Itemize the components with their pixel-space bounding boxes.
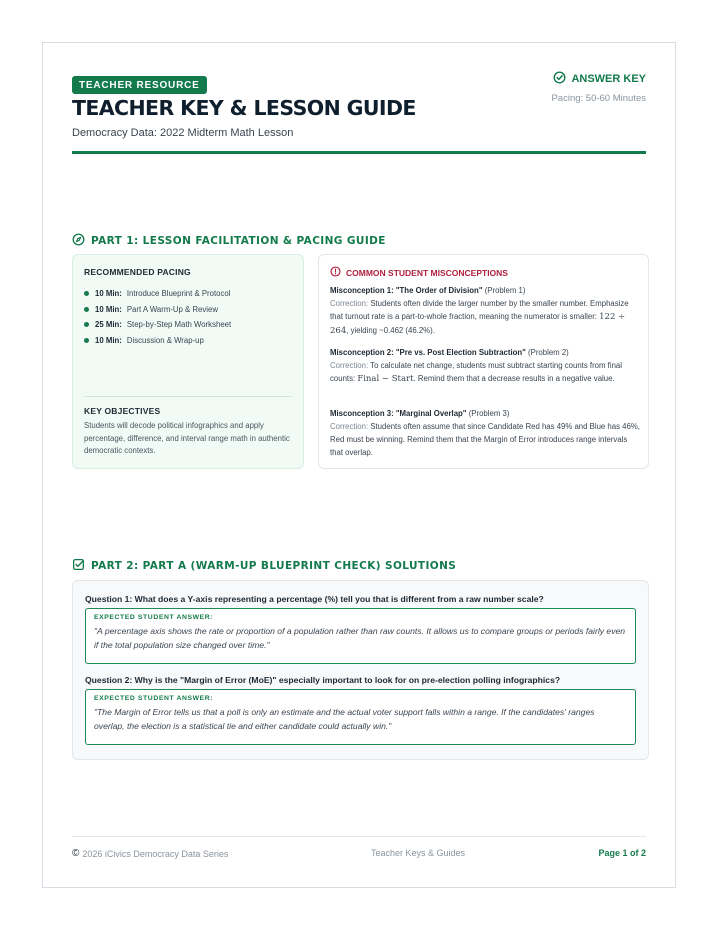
part1-title: PART 1: LESSON FACILITATION & PACING GUIDE — [91, 235, 386, 247]
correction-text: To calculate net change, students must subtract starting counts from final counts: — [330, 361, 622, 383]
question-1: Question 1: What does a Y-axis representing a percentage (%) tell you that is different from a raw number scale? — [85, 594, 544, 604]
list-item — [84, 302, 231, 318]
pacing-label: Step-by-Step Math Worksheet — [126, 320, 232, 330]
pacing-heading: RECOMMENDED PACING — [84, 267, 191, 277]
answer-box-2 — [85, 689, 636, 745]
card-divider — [84, 396, 292, 397]
pacing-list — [84, 286, 231, 348]
answer-text: "A percentage axis shows the rate or proportion of a population rather than raw counts. It allows us to compare groups or periods fairly even if the total population size changed over time." — [94, 626, 626, 650]
answer-key-label — [553, 71, 646, 87]
misconceptions-heading: COMMON STUDENT MISCONCEPTIONS — [346, 267, 508, 278]
part2-heading — [72, 558, 456, 574]
teacher-resource-badge: TEACHER RESOURCE — [72, 76, 207, 94]
page-subtitle: Democracy Data: 2022 Midterm Math Lesson — [72, 127, 294, 139]
correction-label: Correction: — [330, 361, 369, 370]
bullet-dot — [84, 307, 89, 312]
correction-text: Students often divide the larger number by the smaller number. Emphasize that turnout rate is a part-to-whole fraction, meaning the numerator is smaller: — [330, 299, 629, 321]
header-divider — [72, 151, 646, 154]
list-item — [84, 333, 231, 349]
correction-text: Students often assume that since Candidate Red has 49% and Blue has 46%, Red must be winning. Remind them that the Margin of Error introduces range intervals that overlap. — [330, 422, 640, 457]
pacing-time: 25 Min: — [95, 320, 122, 330]
pacing-label: Discussion & Wrap-up — [126, 335, 204, 345]
footer-copyright — [72, 848, 228, 859]
pacing-label: Introduce Blueprint & Protocol — [126, 289, 231, 299]
misconception-item — [330, 346, 640, 386]
bullet-dot — [84, 291, 89, 296]
pacing-time: 10 Min: — [95, 289, 122, 299]
objectives-heading: KEY OBJECTIVES — [84, 406, 161, 416]
misconception-title: Misconception 1: "The Order of Division" — [330, 286, 483, 295]
answer-key-text: ANSWER KEY — [571, 73, 646, 85]
pacing-time: 10 Min: — [95, 335, 122, 345]
misconception-title: Misconception 3: "Marginal Overlap" — [330, 409, 467, 418]
misconceptions-header — [330, 266, 508, 279]
answer-text: "The Margin of Error tells us that a poll is only an estimate and the actual voter support falls within a range. If the candidates' ranges overlap, the election is a statistical tie and either candidate could actually win." — [94, 707, 595, 731]
misconception-title: Misconception 2: "Pre vs. Post Election Subtraction" — [330, 348, 526, 357]
copyright-icon: © — [72, 848, 80, 859]
footer-divider — [72, 836, 646, 837]
correction-text-end: . Remind them that a decrease results in a negative value. — [413, 374, 615, 383]
bullet-dot — [84, 322, 89, 327]
compass-icon — [72, 233, 85, 249]
list-item — [84, 317, 231, 333]
page-title: TEACHER KEY & LESSON GUIDE — [72, 96, 416, 120]
math-expression: 122 ÷ 264 — [330, 312, 626, 336]
footer-section: Teacher Keys & Guides — [371, 848, 466, 858]
part1-heading — [72, 233, 386, 249]
pacing-label: Part A Warm-Up & Review — [126, 304, 218, 314]
misconception-ref: (Problem 1) — [484, 286, 526, 295]
page-number: Page 1 of 2 — [598, 848, 646, 858]
solutions-card — [72, 580, 649, 760]
objectives-text: Students will decode political infographics and apply percentage, difference, and interval range math in authentic democratic contexts. — [84, 421, 290, 455]
document-page — [42, 42, 676, 888]
list-item — [84, 286, 231, 302]
answer-label: EXPECTED STUDENT ANSWER: — [94, 614, 214, 621]
part2-title: PART 2: PART A (WARM-UP BLUEPRINT CHECK) SOLUTIONS — [91, 560, 457, 572]
misconception-item — [330, 284, 640, 338]
misconception-ref: (Problem 2) — [528, 348, 569, 357]
check-circle-icon — [553, 71, 566, 87]
footer-copyright-text: 2026 iCivics Democracy Data Series — [82, 848, 229, 859]
pacing-objectives-card — [72, 254, 304, 469]
misconception-ref: (Problem 3) — [468, 409, 510, 418]
misconceptions-card — [318, 254, 649, 469]
bullet-dot — [84, 338, 89, 343]
answer-label: EXPECTED STUDENT ANSWER: — [94, 695, 214, 702]
answer-box-1 — [85, 608, 636, 664]
pacing-duration: Pacing: 50-60 Minutes — [551, 93, 646, 104]
misconception-item — [330, 407, 640, 459]
alert-circle-icon — [330, 266, 341, 279]
question-2: Question 2: Why is the "Margin of Error (MoE)" especially important to look for on pre-election polling infographics? — [85, 675, 561, 685]
correction-text-end: , yielding ~0.462 (46.2%). — [346, 326, 435, 335]
math-expression: Final − Start — [357, 374, 414, 384]
correction-label: Correction: — [330, 299, 369, 308]
correction-label: Correction: — [330, 422, 369, 431]
checkbox-icon — [72, 558, 85, 574]
pacing-time: 10 Min: — [95, 304, 122, 314]
